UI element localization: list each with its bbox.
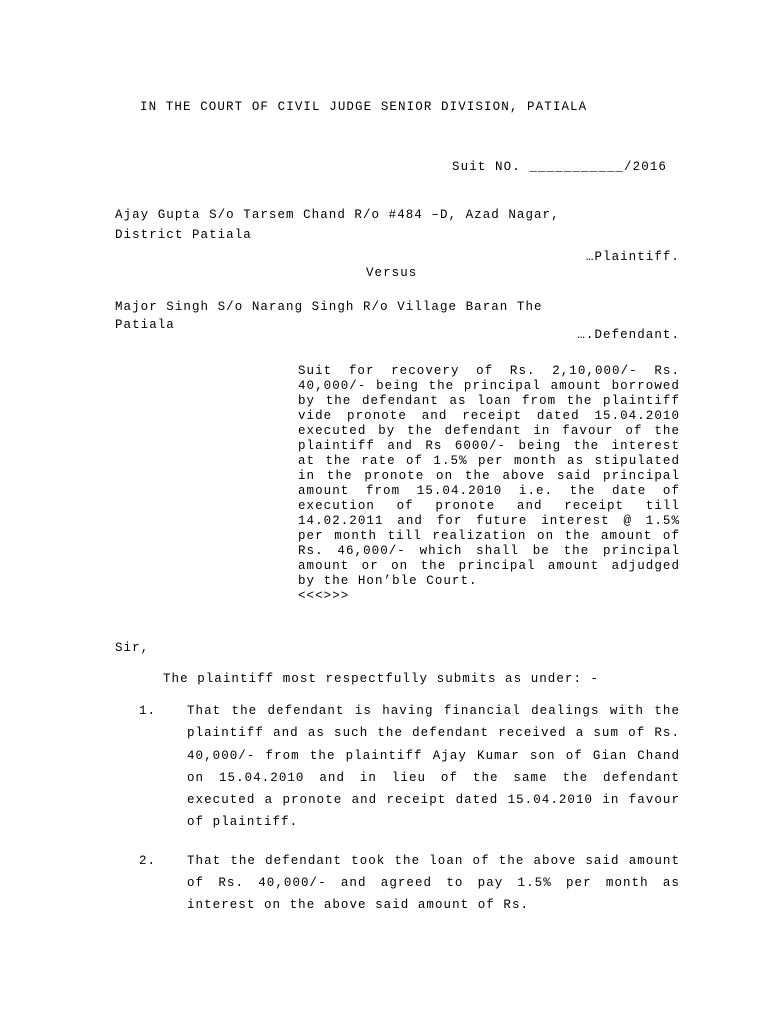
suit-paragraph-marker: <<<>>>	[298, 589, 350, 603]
versus-label: Versus	[366, 266, 418, 280]
list-item-number: 2.	[139, 853, 157, 868]
suit-recovery-paragraph	[298, 364, 680, 604]
court-title: IN THE COURT OF CIVIL JUDGE SENIOR DIVISION, PATIALA	[140, 100, 588, 114]
numbered-paragraph-list	[115, 700, 680, 932]
salutation: Sir,	[115, 641, 150, 655]
list-item	[115, 700, 680, 834]
defendant-label: ….Defendant.	[577, 328, 680, 342]
defendant-line-2: Patiala	[115, 318, 175, 333]
list-item-number: 1.	[139, 704, 157, 718]
plaintiff-label: …Plaintiff.	[585, 250, 680, 264]
list-item	[115, 850, 680, 917]
suit-recovery-text: Suit for recovery of Rs. 2,10,000/- Rs. 40,000/- being the principal amount borrowed by the defendant as loan from the plaintiff vide pronote and receipt dated 15.04.2010 executed by the defendant in favour of the plaintiff and Rs 6000/- being the interest at the rate of 1.5% per month as stipulated in the pronote on the above said principal amount from 15.04.2010 i.e. the date of execution of pronote and receipt till 14.02.2011 and for future interest @ 1.5% per month till realization on the amount of Rs. 46,000/- which shall be the principal amount or on the principal amount adjudged by the Hon’ble Court.	[298, 364, 680, 588]
submission-intro: The plaintiff most respectfully submits as under: -	[163, 672, 600, 686]
suit-number: Suit NO. ___________/2016	[452, 160, 668, 174]
list-item-text: That the defendant took the loan of the above said amount of Rs. 40,000/- and agreed to pay 1.5% per month as interest on the above said amount of Rs.	[187, 853, 680, 912]
plaintiff-line-2: District Patiala	[115, 228, 252, 243]
defendant-line-1: Major Singh S/o Narang Singh R/o Village Baran The	[115, 300, 543, 314]
plaintiff-block	[115, 205, 680, 246]
list-item-text: That the defendant is having financial dealings with the plaintiff and as such the defendant received a sum of Rs. 40,000/- from the plaintiff Ajay Kumar son of Gian Chand on 15.04.2010 and in lieu of the same the defendant executed a pronote and receipt dated 15.04.2010 in favour of plaintiff.	[187, 704, 680, 830]
plaintiff-line-1: Ajay Gupta S/o Tarsem Chand R/o #484 –D, Azad Nagar,	[115, 208, 560, 222]
